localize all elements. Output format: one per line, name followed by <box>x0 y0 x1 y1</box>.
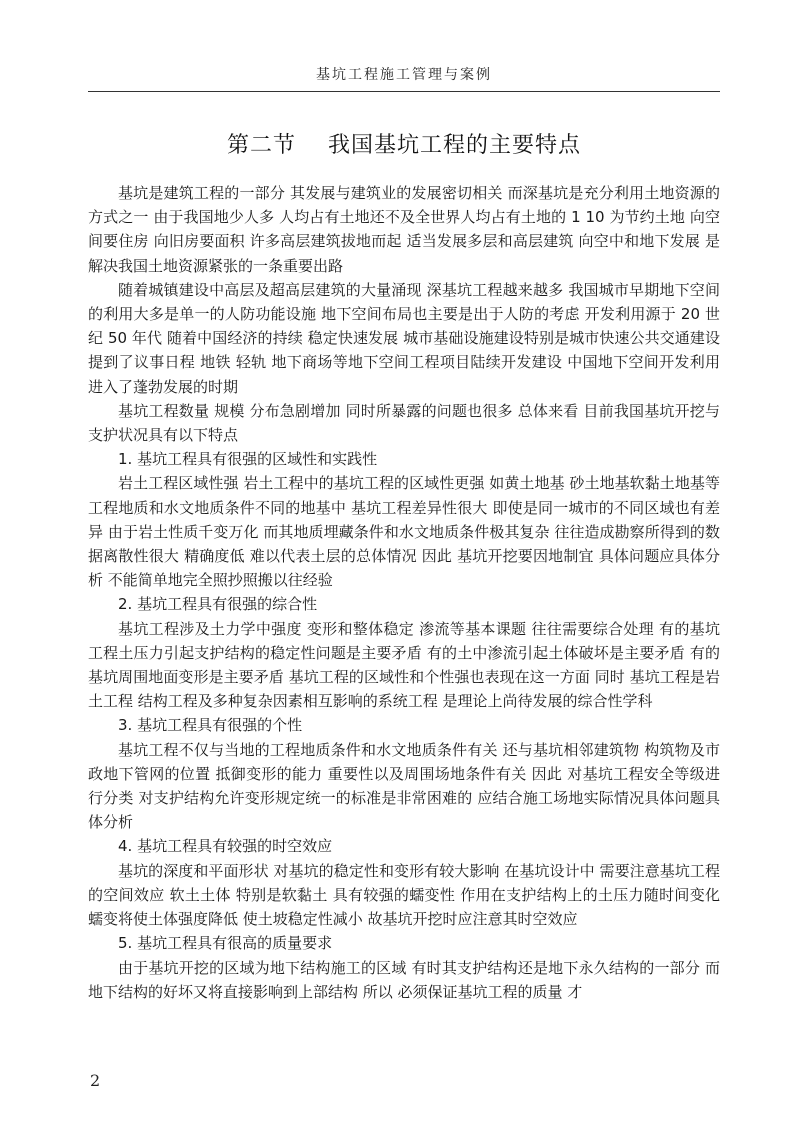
paragraph: 随着城镇建设中高层及超高层建筑的大量涌现 深基坑工程越来越多 我国城市早期地下空间的利用大多是单一的人防功能设施 地下空间布局也主要是出于人防的考虑 开发利用源于 20 世纪 50 年代 随着中国经济的持续 稳定快速发展 城市基础设施建设特别是城市快速公共交通建设提到了议事日程 地铁 轻轨 地下商场等地下空间工程项目陆续开发建设 中国地下空间开发利用进入了蓬勃发展的时期 <box>88 280 720 396</box>
paragraph: 基坑工程不仅与当地的工程地质条件和水文地质条件有关 还与基坑相邻建筑物 构筑物及市政地下管网的位置 抵御变形的能力 重要性以及周围场地条件有关 因此 对基坑工程安全等级进行分类 对支护结构允许变形规定统一的标准是非常困难的 应结合施工场地实际情况具体问题具体分析 <box>88 740 720 832</box>
section-title: 第二节 我国基坑工程的主要特点 <box>227 133 581 158</box>
page-number: 2 <box>90 1071 101 1090</box>
subheading: 3. 基坑工程具有很强的个性 <box>118 716 303 735</box>
paragraph: 基坑是建筑工程的一部分 其发展与建筑业的发展密切相关 而深基坑是充分利用土地资源的方式之一 由于我国地少人多 人均占有土地还不及全世界人均占有土地的 1 10 为节约土地 向空间要住房 向旧房要面积 许多高层建筑拔地而起 适当发展多层和高层建筑 向空中和地下发展 是解决我国土地资源紧张的一条重要出路 <box>88 184 720 275</box>
header-rule <box>88 91 720 92</box>
body-text <box>88 181 720 1004</box>
paragraph: 岩土工程区域性强 岩土工程中的基坑工程的区域性更强 如黄土地基 砂土地基软黏土地基等工程地质和水文地质条件不同的地基中 基坑工程差异性很大 即使是同一城市的不同区域也有差异 由于岩土性质千变万化 而其地质埋藏条件和水文地质条件极其复杂 往往造成勘察所得到的数据离散性很大 精确度低 难以代表土层的总体情况 因此 基坑开挖要因地制宜 具体问题应具体分析 不能简单地完全照抄照搬以往经验 <box>88 474 720 590</box>
subheading: 2. 基坑工程具有很强的综合性 <box>118 595 318 614</box>
subheading: 5. 基坑工程具有很高的质量要求 <box>118 934 333 953</box>
paragraph: 由于基坑开挖的区域为地下结构施工的区域 有时其支护结构还是地下永久结构的一部分 而地下结构的好坏又将直接影响到上部结构 所以 必须保证基坑工程的质量 才 <box>88 958 720 1001</box>
paragraph: 基坑工程涉及土力学中强度 变形和整体稳定 渗流等基本课题 往往需要综合处理 有的基坑工程土压力引起支护结构的稳定性问题是主要矛盾 有的土中渗流引起土体破坏是主要矛盾 有的基坑周围地面变形是主要矛盾 基坑工程的区域性和个性强也表现在这一方面 同时 基坑工程是岩土工程 结构工程及多种复杂因素相互影响的系统工程 是理论上尚待发展的综合性学科 <box>88 619 720 711</box>
subheading: 4. 基坑工程具有较强的时空效应 <box>118 837 333 856</box>
running-header: 基坑工程施工管理与案例 <box>316 67 492 83</box>
paragraph: 基坑工程数量 规模 分布急剧增加 同时所暴露的问题也很多 总体来看 目前我国基坑开挖与支护状况具有以下特点 <box>88 401 720 445</box>
subheading: 1. 基坑工程具有很强的区域性和实践性 <box>118 450 378 469</box>
paragraph: 基坑的深度和平面形状 对基坑的稳定性和变形有较大影响 在基坑设计中 需要注意基坑工程的空间效应 软土土体 特别是软黏土 具有较强的蠕变性 作用在支护结构上的土压力随时间变化 蠕变将使土体强度降低 使土坡稳定性减小 故基坑开挖时应注意其时空效应 <box>88 861 720 929</box>
